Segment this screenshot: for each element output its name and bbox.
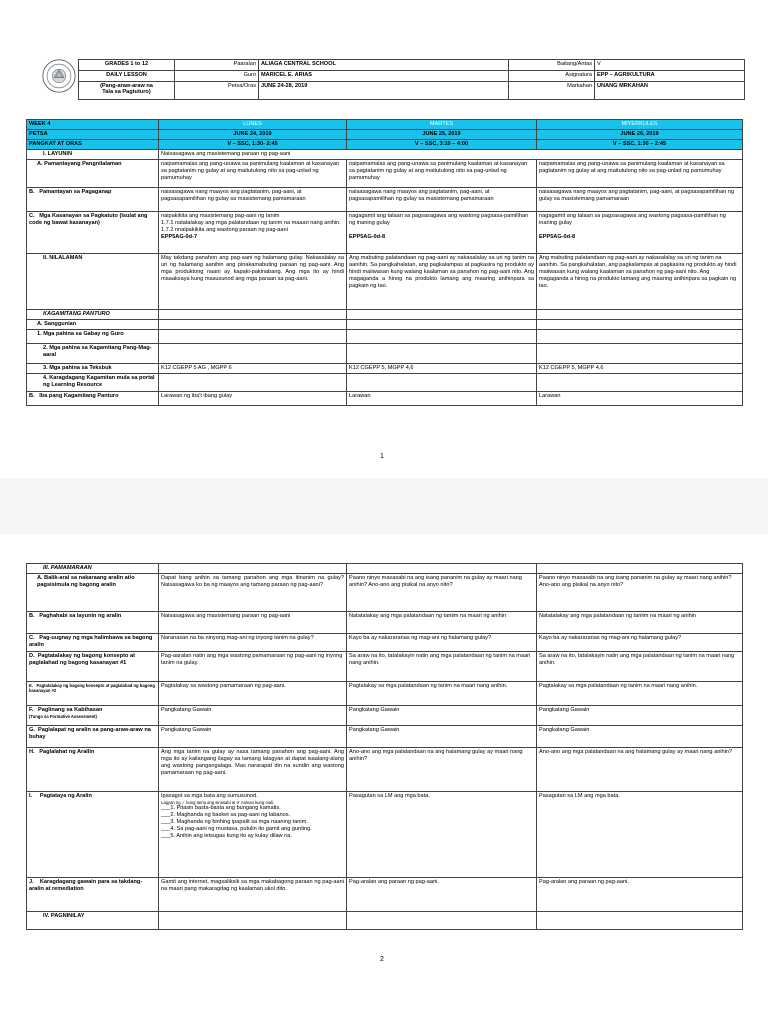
petsa-row-label: PETSA [27,130,159,140]
iba-pang-c3: Larawan [537,392,743,406]
time-martes: V – SSC, 3:10 – 4:00 [347,140,537,150]
pagtatalakay-1-c1: Pag-aaralan natin ang mga wastong pamamaraan ng pag-aani ng inyong tanim na gulay. [159,652,347,682]
nilalaman-c2: Ang mabuting palatandaan ng pag-aani ay nakasalalay sa uri ng tanim na aanihin. Sa pangkahalatan, ang pagkalampas at pagkasira ng produkto ay hindi maiiwasan kung walang kaalaman sa panahon ng pag-aani nito. Ang magaganda a hinog na produkto lamang ang maaring anihinpara sa pagkain ng tao. [347,254,537,310]
kagamitang-panturo-label: KAGAMITANG PANTURO [27,310,159,320]
pamantayang-pangnilalaman-label: A. Pamantayang Pangnilalaman [27,160,159,188]
baitang-label: Baitang/Antas [509,60,595,71]
page-1 [0,0,768,478]
paglalapat-c3: Pangkatang Gawain [537,726,743,748]
paghahabi-c2: Natatalakay ang mga palatandaan ng taniim na maari ng anihin [347,612,537,634]
mga-kasanayan-c3: nagagamit ang talaan sa pagsasagawa ang wastong pagsasa-pamilihan ng inaning gulay EPP5AG-0d-8 [537,212,743,254]
nilalaman-c1: May takdang panahon ang pag-aani ng halamang gulay. Nakasalalay sa uri ng halamang aanihin ang pinakamabuting paraan ng pag-aani. Ang mga produktong naani ay kapaki-pakinabang. Ang mga ito ay hindi maaaksaya kung masusunod ang mga paraan sa pag-aani. [159,254,347,310]
balik-aral-label: A. Balik-aral sa nakaraang aralin at/o pagsisimula ng bagong aralin [27,574,159,612]
paglinang-label: F. Paglinang sa Kabihasan (Tungo sa Formative Assessment) [27,706,159,726]
teksbuk-c1: K12 CGEPP 5 AG , MGPP 6 [159,364,347,374]
page-2 [0,534,768,1024]
layunin-text: Naisasagawa ang masistemang paraan ng pag-aani [159,150,743,160]
pamantayang-pangnilalaman-c1: naipamamalas ang pang-unawa sa panimulang kaalaman at kasanayan sa pagtatanim ng gulay at ang maitutulong nito sa pag-unlad ng pamumuhay [159,160,347,188]
petsa-label: Petsa/Oras [175,82,259,100]
pamamaraan-label: III. PAMAMARAAN [27,564,159,574]
paglinang-c1: Pangkatang Gawain [159,706,347,726]
asignatura-label: Asignatura [509,71,595,82]
page-number-2: 2 [380,956,384,963]
date-miyerkules: JUNE 26, 2019 [537,130,743,140]
balik-aral-c2: Paano ninyo masasabi na ang isang pananim na gulay ay maari nang anihin? Ano-ano ang pisikal na anyo nito? [347,574,537,612]
karagdagang-kagamitan-label: 4. Karagdagang Kagamitan mula sa portal ng Learning Resource [27,374,159,392]
deped-seal-logo [42,59,76,93]
layunin-label: I. LAYUNIN [27,150,159,160]
pangkat-row-label: PANGKAT AT ORAS [27,140,159,150]
balik-aral-c1: Dapat bang anihin sa tamang panahon ang mga itinanim na gulay? Naisasagawa ko ba ng maayos ang tamang paraan ng pag-aani? [159,574,347,612]
header-table [78,59,745,100]
pamantayan-pagaganap-c2: naisasagawa nang maayos ang pagtatanim, pag-aani, at pagsasapamilihan ng gulay sa masistemang pamamaraan [347,188,537,212]
iba-pang-c2: Larawan [347,392,537,406]
pamantayang-pangnilalaman-c2: naipamamalas ang pang-unawa sa panimulang kaalaman at kasanayan sa pagtatanim ng gulay at ang maitutulong nito sa pag-unlad ng pamumuhay [347,160,537,188]
pang-araw-label: (Pang-araw-araw na Tala sa Pagtuturo) [79,82,175,100]
pamantayan-pagaganap-c3: naisasagawa nang maayos ang pagtatanim, pag-aani, at pagsasapamilihan ng gulay sa masistemang pamamaraan [537,188,743,212]
date-martes: JUNE 25, 2019 [347,130,537,140]
kagamitang-pang-mag-aaral-label: 2. Mga pahina sa Kagamitang Pang-Mag-aaral [27,344,159,364]
karagdagang-gawain-c3: Pag-aralan ang paraan ng pag-aani. [537,878,743,912]
paglalapat-c2: Pangkatang Gawain [347,726,537,748]
pamantayan-pagaganap-c1: naisasagawa nang maayos ang pagtatanim, pag-aani, at pagsasapamilihan ng gulay sa masistemang pamamaraan [159,188,347,212]
pag-uugnay-label: C. Pag-uugnay ng mga halimbawa sa bagong aralin [27,634,159,652]
pagtatalakay-1-label: D. Pagtatalakay ng bagong konsepto at paglalahad ng bagong kasanayan #1 [27,652,159,682]
pagtataya-c1: Ipasagot sa mga bata ang sumusunod. Lagyan ng ✓ kung tama ang sinasabi at ✗ naman kung mali. ___1. Pitasin basta-basta ang bungang kamatis. ___2. Maghanda ng basket sa pag-aani ng labanos. ___3. Maghanda ng binhing ipapalit sa mga naaning tanim. ___4. Sa pag-aani ng mustasa, putulin ito gamit ang gunting. ___5. Anihin ang letsugas kung ito ay kulay dilaw na. [159,792,347,878]
gabay-label: 1. Mga pahina sa Gabay ng Guro [27,330,159,344]
pag-uugnay-c2: Kayo ba ay nakararanas ng mag-ani ng halamang gulay? [347,634,537,652]
markahan-value: UNANG MRKAHAN [595,82,745,100]
iba-pang-c1: Larawan ng iba't ibang gulay [159,392,347,406]
karagdagang-gawain-label: J. Karagdagang gawain para sa takdang-aralin at remediation [27,878,159,912]
lesson-table-page-2 [26,563,743,930]
pagtatalakay-2-c3: Pagtalakay sa mga palatandaan ng tanim na maari nang anihin. [537,682,743,706]
pagtataya-c3: Pasagutan sa LM ang mga bata. [537,792,743,878]
mga-kasanayan-label: C. Mga Kasanayan sa Pagkatuto (Isulat ang code ng bawat kasanayan) [27,212,159,254]
sanggunian-label: A. Sanggunian [27,320,159,330]
teksbuk-c3: K12 CGEPP 5, MGPP 4,6 [537,364,743,374]
pagtatalakay-2-label: E. Pagtatalakay ng bagong konsepto at paglalahad ng bagong kasanayan #2 [27,682,159,706]
pagtatalakay-1-c3: Sa araw na ito, tatalakayin natin ang mga palatandaan ng tanim na maari nang anihin. [537,652,743,682]
time-miyerkules: V – SSC, 1:30 – 2:45 [537,140,743,150]
iba-pang-label: B. Iba pang Kagamitang Panturo [27,392,159,406]
mga-kasanayan-c1: naipakikita ang masistemang pag-aani ng tanim 1.7.1 natatalakay ang mga palatandaan ng tanim na maaari nang anihin. 1.7.2 nnaipakikita ang wastong paraan ng pag-aani EPP5AG-0d-7 [159,212,347,254]
date-lunes: JUNE 24, 2019 [159,130,347,140]
pag-uugnay-c1: Naranasan na ba ninyong mag-ani ng inyong tanim na gulay? [159,634,347,652]
nilalaman-c3: Ang mabuting palatandaan ng pag-aani ay nakasalalay sa uri ng tanim na aanihin. Sa pangkahalatan, ang pagkalampas at pagkasira ng produkto ay hindi maiiwasan kung walang kaalaman sa panahon ng pag-aani nito. Ang magaganda a hinog na produkto lamang ang maaring anihinpara sa pagkain ng tao. [537,254,743,310]
pamantayang-pangnilalaman-c3: naipamamalas ang pang-unawa sa panimulang kaalaman at kasanayan sa pagtatanim ng gulay at ang maitutulong nito sa pag-unlad ng pamumuhay [537,160,743,188]
time-lunes: V – SSC, 1:30- 2:45 [159,140,347,150]
paglalahat-c2: Ano-ano ang mga palatandaan na ang halamang gulay ay maari nang anihin? [347,748,537,792]
paaralan-value: ALIAGA CENTRAL SCHOOL [259,60,509,71]
pagtatalakay-1-c2: Sa araw na ito, tatalakayin natin ang mga palatandaan ng tanim na maari nang anihin. [347,652,537,682]
pagtatalakay-2-c2: Pagtalakay sa mga palatandaan ng tanim na maari nang anihin. [347,682,537,706]
day-lunes: LUNES [159,120,347,130]
guro-label: Guro [175,71,259,82]
guro-value: MARICEL E. ARIAS [259,71,509,82]
teksbuk-label: 3. Mga pahina sa Teksbuk [27,364,159,374]
paglalapat-c1: Pangkatang Gawain [159,726,347,748]
paglalahat-label: H. Paglalahat ng Arallin [27,748,159,792]
day-martes: MARTES [347,120,537,130]
paaralan-label: Paaralan [175,60,259,71]
pagtataya-label: I. Pagtataya ng Aralin [27,792,159,878]
teksbuk-c2: K12 CGEPP 5, MGPP 4,6 [347,364,537,374]
paghahabi-label: B. Paghahabi sa layunin ng aralin [27,612,159,634]
karagdagang-gawain-c1: Gamit ang internet, magsaliksik sa mga makabagong paraan ng pag-aani na maari pang makaragdag ng kaalaman ukol dito. [159,878,347,912]
paglalahat-c1: Ang mga tanim na gulay ay nasa tamang panahon ang pag-aani. Ang mga ito ay kailangang ilagay sa tamang lalagyan at dapat isaalang-alang ang wastong pangangalaga. Mas nararapat din na sundin ang wastong pamamaraan ng pag-aani. [159,748,347,792]
pamantayan-pagaganap-label: B. Pamantayan sa Pagaganap [27,188,159,212]
daily-lesson-label: DAILY LESSON [79,71,175,82]
pagtataya-c2: Pasagutan sa LM ang mga bata. [347,792,537,878]
baitang-value: V [595,60,745,71]
pagtatalakay-2-c1: Pagtalakay sa wastong pamamaraan ng pag-aani. [159,682,347,706]
paghahabi-c1: Naisasagawa ang masistemang paraan ng pag-aani [159,612,347,634]
paglinang-c3: Pangkatang Gawain [537,706,743,726]
paglalahat-c3: Ano-ano ang mga palatandaan na ang halamang gulay ay maari nang anihin? [537,748,743,792]
paghahabi-c3: Natatalakay ang mga palatandaan ng taniim na maari ng anihin [537,612,743,634]
grades-label: GRADES 1 to 12 [79,60,175,71]
mga-kasanayan-c2: nagagamit ang talaan sa pagsasagawa ang wastong pagsasa-pamilihan ng inaning gulay EPP5AG-0d-8 [347,212,537,254]
asignatura-value: EPP – AGRIKULTURA [595,71,745,82]
balik-aral-c3: Paano ninyo masasabi na ang isang pananim na gulay ay maari nang anihin? Ano-ano ang pisikal na anyo nito? [537,574,743,612]
week-label: WEEK 4 [27,120,159,130]
petsa-value: JUNE 24-28, 2019 [259,82,509,100]
karagdagang-gawain-c2: Pag-aralan ang paraan ng pag-aani. [347,878,537,912]
lesson-table-page-1 [26,119,743,406]
day-miyerkules: MIYERKULES [537,120,743,130]
pagninilay-label: IV. PAGNINILAY [27,912,159,930]
page-number-1: 1 [380,453,384,460]
markahan-label: Markahan [509,82,595,100]
pag-uugnay-c3: Kayo ba ay nakararanas ng mag-ani ng halamang gulay? [537,634,743,652]
nilalaman-label: II. NILALAMAN [27,254,159,310]
paglinang-c2: Pangkatang Gawain [347,706,537,726]
paglalapat-label: G. Paglalapat ng aralin sa pang-araw-araw na buhay [27,726,159,748]
